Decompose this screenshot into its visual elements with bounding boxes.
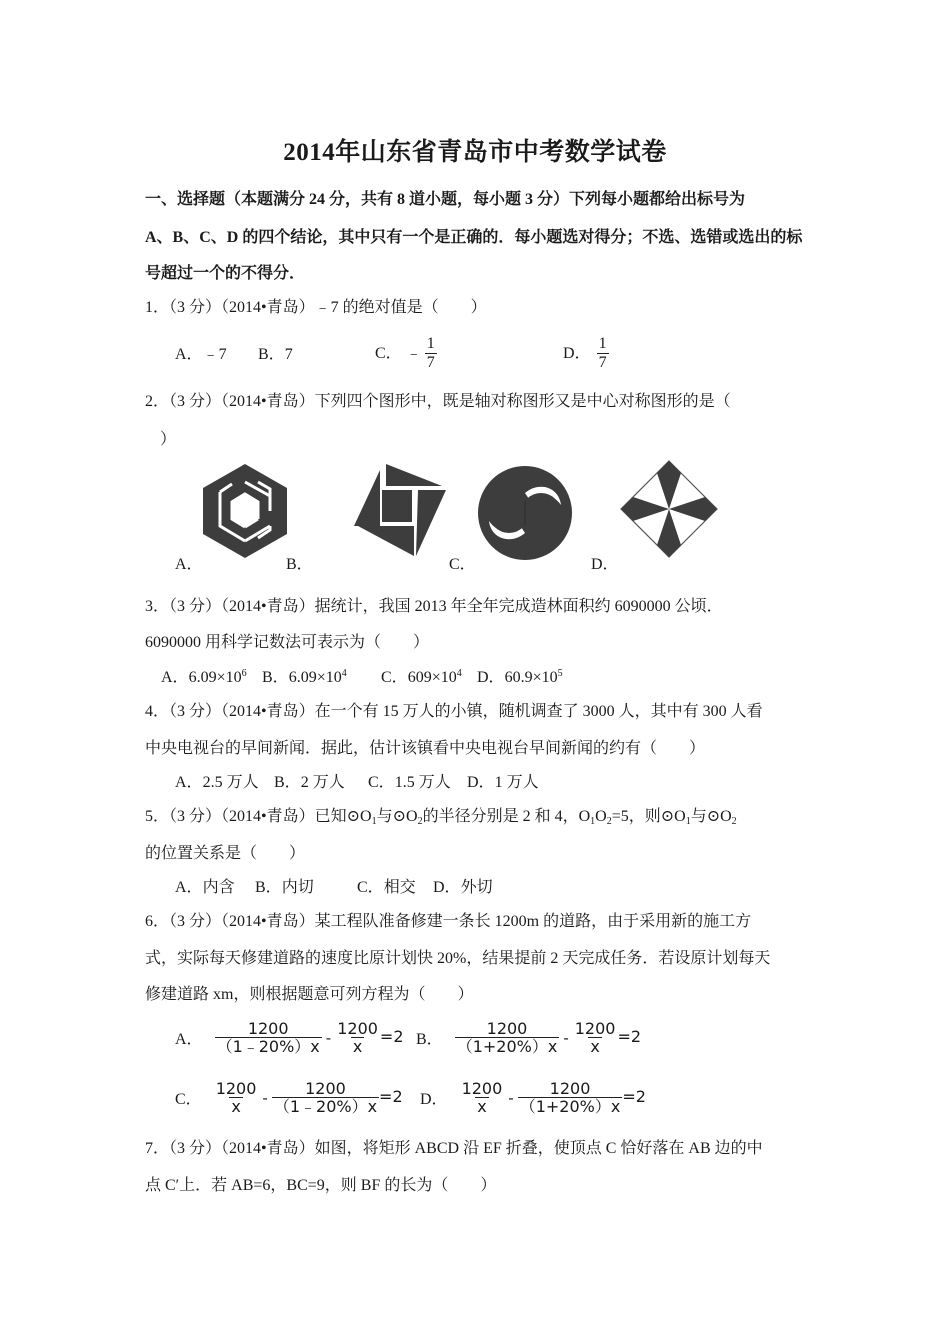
option-label: A． bbox=[175, 1031, 203, 1048]
section-heading-line-3: 号超过一个的不得分． bbox=[145, 265, 306, 282]
option-label: B． bbox=[274, 774, 301, 791]
option-label: C． bbox=[381, 669, 408, 686]
question-6-line-3: 修建道路 xm，则根据题意可列方程为（ ） bbox=[145, 986, 474, 1003]
question-3 bbox=[145, 597, 723, 617]
question-3-line-2: 6090000 用科学记数法可表示为（ ） bbox=[145, 634, 430, 651]
q5-option-b[interactable] bbox=[255, 878, 314, 898]
option-label: B． bbox=[255, 879, 282, 896]
subscript: 2 bbox=[417, 816, 423, 827]
option-text: 1 万人 bbox=[494, 774, 539, 791]
question-5 bbox=[145, 807, 737, 827]
option-text: 2.5 万人 bbox=[202, 774, 259, 791]
option-label: B． bbox=[416, 1031, 443, 1048]
question-number: 1． bbox=[145, 299, 170, 316]
option-label: D． bbox=[433, 879, 461, 896]
question-text: （3 分）（2014•青岛）在一个有 15 万人的小镇，随机调查了 3000 人，其中有 300 人看 bbox=[169, 703, 763, 720]
numerator: 1200 bbox=[305, 1079, 346, 1098]
fraction bbox=[455, 1020, 560, 1055]
numerator: 1 bbox=[598, 335, 607, 352]
option-exponent: 4 bbox=[456, 668, 462, 679]
question-text: 与⊙O bbox=[376, 808, 418, 825]
question-number: 7． bbox=[145, 1140, 170, 1157]
question-number: 2． bbox=[145, 393, 170, 410]
q4-option-d[interactable] bbox=[467, 773, 539, 793]
q6-option-c[interactable] bbox=[175, 1080, 403, 1115]
denominator: x bbox=[352, 1037, 363, 1056]
negative-sign: ﹣ bbox=[405, 344, 422, 362]
numerator: 1200 bbox=[215, 1079, 257, 1098]
q1-option-d[interactable] bbox=[563, 335, 609, 372]
fraction bbox=[597, 335, 609, 372]
equation-rhs: =2 bbox=[622, 1087, 646, 1106]
option-exponent: 5 bbox=[557, 668, 563, 679]
fraction bbox=[460, 1080, 505, 1115]
q5-option-a[interactable] bbox=[175, 878, 235, 898]
hexagon-spiral-figure bbox=[202, 464, 288, 558]
q5-option-c[interactable] bbox=[357, 878, 416, 898]
question-7 bbox=[145, 1139, 763, 1159]
option-label: D． bbox=[477, 669, 505, 686]
q6-option-d[interactable] bbox=[420, 1080, 646, 1115]
question-number: 3． bbox=[145, 598, 170, 615]
minus-sign: - bbox=[563, 1028, 569, 1047]
question-1 bbox=[145, 298, 487, 318]
option-label: A． bbox=[161, 669, 189, 686]
minus-sign: - bbox=[508, 1088, 514, 1107]
numerator: 1 bbox=[426, 335, 435, 352]
option-base: 6.09×10 bbox=[288, 669, 342, 686]
square-pinwheel-figure bbox=[352, 462, 448, 558]
q3-option-b[interactable] bbox=[262, 668, 347, 688]
q6-option-b[interactable] bbox=[416, 1020, 641, 1055]
q2-option-c[interactable]: C． bbox=[449, 556, 476, 573]
equation-rhs: =2 bbox=[379, 1087, 403, 1106]
q3-option-a[interactable] bbox=[161, 668, 247, 688]
option-label: C． bbox=[375, 344, 402, 362]
q2-option-b[interactable]: B． bbox=[286, 556, 313, 573]
question-text: 的半径分别是 2 和 4，O bbox=[422, 808, 591, 825]
fraction bbox=[573, 1020, 618, 1055]
fraction bbox=[335, 1020, 380, 1055]
option-label: A． bbox=[175, 774, 203, 791]
q3-option-d[interactable] bbox=[477, 668, 563, 688]
option-text: ﹣7 bbox=[202, 346, 227, 363]
question-6 bbox=[145, 912, 751, 932]
question-text: （3 分）（2014•青岛）某工程队准备修建一条长 1200m 的道路，由于采用新的施工方 bbox=[169, 913, 752, 930]
question-number: 5． bbox=[145, 808, 170, 825]
denominator: （1﹣20%）x bbox=[216, 1037, 320, 1056]
question-number: 4． bbox=[145, 703, 170, 720]
page-title: 2014年山东省青岛市中考数学试卷 bbox=[283, 139, 667, 166]
question-text: O bbox=[595, 808, 607, 825]
denominator: （1+20%）x bbox=[456, 1037, 558, 1056]
section-heading-line-2: A、B、C、D 的四个结论，其中只有一个是正确的．每小题选对得分；不选、选错或选出的标 bbox=[145, 229, 803, 246]
q6-option-a[interactable] bbox=[175, 1020, 404, 1055]
tomoe-circle-figure bbox=[477, 465, 573, 561]
option-label: B． bbox=[262, 669, 289, 686]
question-text: （3 分）（2014•青岛）如图，将矩形 ABCD 沿 EF 折叠，使顶点 C 恰好落在 AB 边的中 bbox=[169, 1140, 763, 1157]
numerator: 1200 bbox=[574, 1019, 616, 1038]
option-label: D． bbox=[467, 774, 495, 791]
option-text: 外切 bbox=[460, 879, 493, 896]
option-text: 2 万人 bbox=[300, 774, 345, 791]
option-base: 6.09×10 bbox=[188, 669, 242, 686]
subscript: 1 bbox=[685, 816, 691, 827]
option-text: 内切 bbox=[281, 879, 314, 896]
question-number: 6． bbox=[145, 913, 170, 930]
question-4 bbox=[145, 702, 763, 722]
q2-option-a[interactable]: A． bbox=[175, 556, 203, 573]
numerator: 1200 bbox=[337, 1019, 378, 1038]
q1-option-c[interactable] bbox=[375, 335, 437, 372]
q3-option-c[interactable] bbox=[381, 668, 462, 688]
option-exponent: 4 bbox=[341, 668, 347, 679]
option-label: C． bbox=[175, 1091, 202, 1108]
option-text: 内含 bbox=[202, 879, 235, 896]
option-text: 7 bbox=[284, 346, 293, 363]
denominator: 7 bbox=[426, 354, 435, 371]
q1-option-b[interactable] bbox=[258, 345, 293, 365]
numerator: 1200 bbox=[549, 1079, 591, 1098]
option-text: 相交 bbox=[383, 879, 416, 896]
equation-rhs: =2 bbox=[379, 1027, 404, 1046]
question-2-line-2: ） bbox=[160, 431, 177, 448]
question-2 bbox=[145, 392, 731, 412]
denominator: 7 bbox=[598, 354, 607, 371]
question-5-line-2: 的位置关系是（ ） bbox=[145, 845, 306, 862]
option-base: 609×10 bbox=[407, 669, 457, 686]
option-label: D． bbox=[420, 1091, 448, 1108]
option-label: A． bbox=[175, 346, 203, 363]
subscript: 2 bbox=[731, 816, 737, 827]
q1-option-a[interactable] bbox=[175, 345, 227, 365]
section-heading-line-1: 一、选择题（本题满分 24 分，共有 8 道小题，每小题 3 分）下列每小题都给出标号为 bbox=[145, 191, 746, 208]
subscript: 2 bbox=[606, 816, 612, 827]
q2-option-d[interactable]: D． bbox=[591, 556, 619, 573]
minus-sign: - bbox=[262, 1088, 268, 1107]
denominator: x bbox=[477, 1097, 487, 1116]
denominator: x bbox=[590, 1037, 600, 1056]
option-exponent: 6 bbox=[241, 668, 247, 679]
question-text: （3 分）（2014•青岛）下列四个图形中，既是轴对称图形又是中心对称图形的是（ bbox=[169, 393, 731, 410]
option-label: C． bbox=[357, 879, 384, 896]
denominator: （1﹣20%）x bbox=[273, 1097, 378, 1116]
equation-rhs: =2 bbox=[617, 1027, 642, 1046]
denominator: （1+20%）x bbox=[519, 1097, 621, 1116]
q4-option-c[interactable] bbox=[368, 773, 451, 793]
minus-sign: - bbox=[325, 1028, 332, 1047]
question-text: （3 分）（2014•青岛）﹣7 的绝对值是（ ） bbox=[169, 299, 487, 316]
fraction bbox=[518, 1080, 623, 1115]
diamond-pinwheel-figure bbox=[620, 460, 718, 558]
fraction bbox=[425, 335, 437, 372]
question-text: 与⊙O bbox=[690, 808, 732, 825]
fraction bbox=[214, 1080, 259, 1115]
numerator: 1200 bbox=[486, 1019, 528, 1038]
q4-option-b[interactable] bbox=[274, 773, 345, 793]
question-text: （3 分）（2014•青岛）据统计，我国 2013 年全年完成造林面积约 6090000 公顷． bbox=[169, 598, 723, 615]
option-label: D． bbox=[563, 344, 591, 362]
option-text: 1.5 万人 bbox=[394, 774, 451, 791]
option-base: 60.9×10 bbox=[504, 669, 558, 686]
fraction bbox=[215, 1020, 322, 1055]
question-text: （3 分）（2014•青岛）已知⊙O bbox=[169, 808, 372, 825]
question-4-line-2: 中央电视台的早间新闻．据此，估计该镇看中央电视台早间新闻的约有（ ） bbox=[145, 740, 706, 757]
numerator: 1200 bbox=[247, 1019, 289, 1038]
option-label: B． bbox=[258, 346, 285, 363]
fraction bbox=[272, 1080, 379, 1115]
subscript: 1 bbox=[590, 816, 596, 827]
q4-option-a[interactable] bbox=[175, 773, 259, 793]
subscript: 1 bbox=[371, 816, 377, 827]
question-7-line-2: 点 C′上．若 AB=6，BC=9，则 BF 的长为（ ） bbox=[145, 1177, 497, 1194]
question-text: =5，则⊙O bbox=[611, 808, 686, 825]
numerator: 1200 bbox=[461, 1079, 503, 1098]
denominator: x bbox=[231, 1097, 241, 1116]
option-label: A． bbox=[175, 879, 203, 896]
option-label: C． bbox=[368, 774, 395, 791]
q5-option-d[interactable] bbox=[433, 878, 493, 898]
question-6-line-2: 式，实际每天修建道路的速度比原计划快 20%，结果提前 2 天完成任务．若设原计划每天 bbox=[145, 950, 771, 967]
